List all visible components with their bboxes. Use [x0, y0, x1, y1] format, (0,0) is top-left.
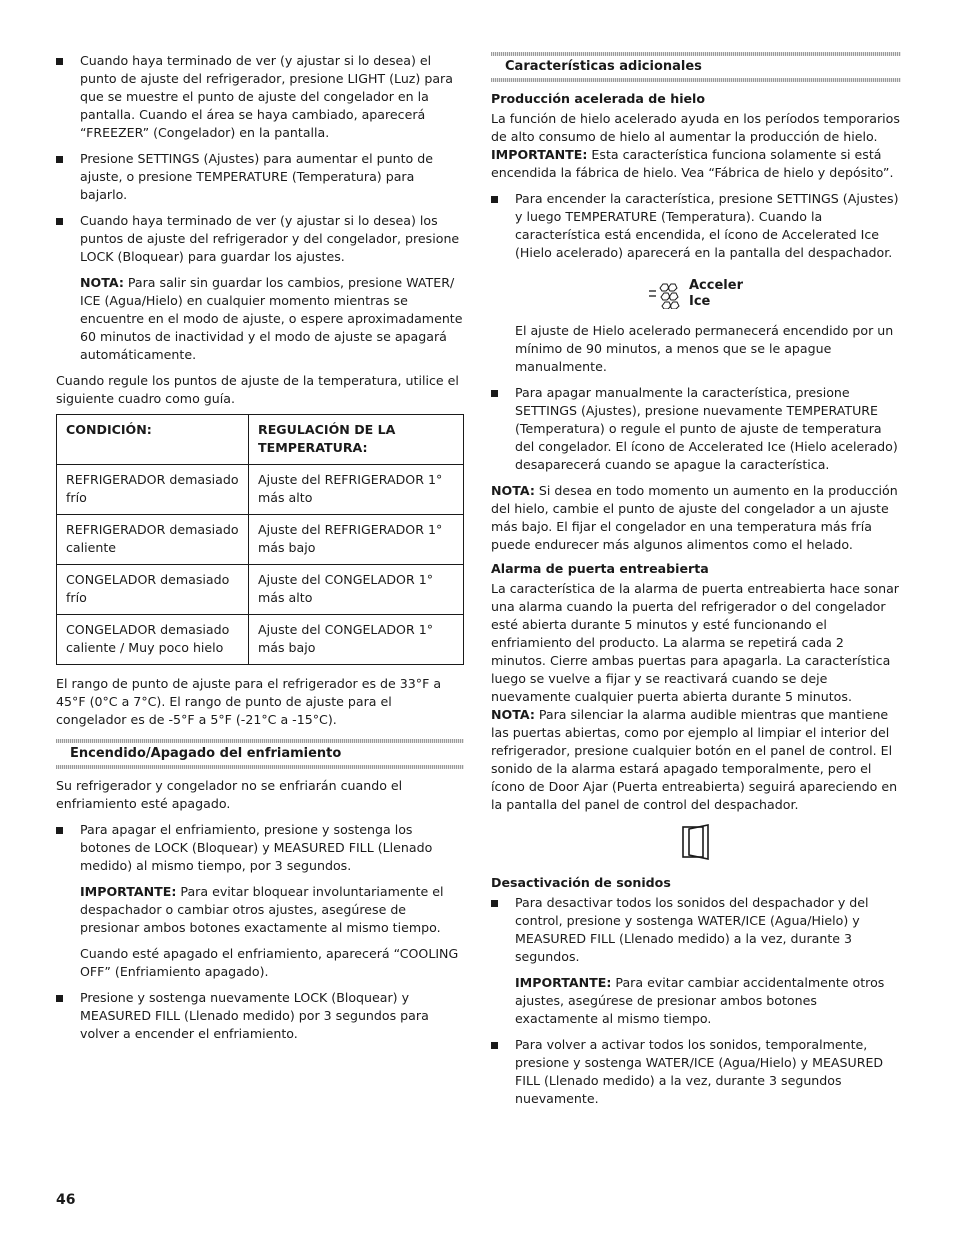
note-label: NOTA:: [80, 275, 124, 290]
note-paragraph: [56, 274, 464, 364]
subheading-accelerated-ice: Producción acelerada de hielo: [491, 91, 706, 106]
table-cell: CONGELADOR demasiado frío: [57, 565, 249, 615]
table-cell: Ajuste del REFRIGERADOR 1° más bajo: [249, 515, 464, 565]
left-column: [56, 52, 464, 1051]
door-ajar-display: [491, 818, 901, 866]
importante-paragraph: [56, 883, 464, 937]
list-item: Para volver a activar todos los sonidos, temporalmente, presione y sostenga WATER/ICE (Agua/Hielo) y MEASURED FILL (Llenado medido) a la vez, durante 3 segundos nuevamente.: [491, 1036, 901, 1108]
list-item: Presione SETTINGS (Ajustes) para aumentar el punto de ajuste, o presione TEMPERATURE (Temperatura) para bajarlo.: [56, 150, 464, 204]
subheading-sounds: Desactivación de sonidos: [491, 875, 671, 890]
table-cell: Ajuste del REFRIGERADOR 1° más alto: [249, 465, 464, 515]
temperature-guide-table: [56, 414, 464, 665]
list-item: Para encender la característica, presione SETTINGS (Ajustes) y luego TEMPERATURE (Temperatura). Cuando la característica está encendida, el ícono de Accelerated Ice (Hielo acelerado) aparecerá en la pantalla del despachador.: [491, 190, 901, 262]
section-heading-additional: Características adicionales: [491, 52, 901, 82]
note-text: Para salir sin guardar los cambios, presione WATER/ ICE (Agua/Hielo) en cualquier momento mientras se encuentre en el modo de ajuste, o espere aproximadamente 60 minutos de inactividad y el modo de ajuste se apagará automáticamente.: [80, 275, 463, 362]
importante-text: Para evitar cambiar accidentalmente otros ajustes, asegúrese de presionar ambos botones exactamente al mismo tiempo.: [515, 975, 885, 1026]
importante-text: Para evitar bloquear involuntariamente el despachador o cambiar otros ajustes, asegúrese de presionar ambos botones exactamente al mismo tiempo.: [80, 884, 444, 935]
note-text: Si desea en todo momento un aumento en la producción del hielo, cambie el punto de ajuste del congelador a un ajuste más bajo. El fijar el congelador en una temperatura más fría puede endurecer más algunos alimentos como el helado.: [491, 483, 898, 552]
note-label: NOTA:: [491, 707, 535, 722]
door-paragraph: La característica de la alarma de puerta entreabierta hace sonar una alarma cuando la puerta del refrigerador o del congelador esté abierta durante 5 minutos y esté funcionando el enfriamiento del producto. La alarma se repetirá cada 2 minutos. Cierre ambas puertas para apagarla. La característica luego se vuelve a fijar y se reactivará cuando se deje nuevamente cualquier puerta abierta durante 5 minutos.: [491, 581, 899, 704]
list-item: Cuando haya terminado de ver (y ajustar si lo desea) los puntos de ajuste del refrigerador y del congelador, presione LOCK (Bloquear) para guardar los ajustes.: [56, 212, 464, 266]
table-intro: Cuando regule los puntos de ajuste de la temperatura, utilice el siguiente cuadro como guía.: [56, 373, 459, 406]
accelerated-ice-icon: [649, 279, 683, 309]
list-item: Para desactivar todos los sonidos del despachador y del control, presione y sostenga WATER/ICE (Agua/Hielo) y MEASURED FILL (Llenado medido) a la vez, durante 3 segundos.: [491, 894, 901, 966]
note-paragraph: [491, 706, 901, 814]
note-label: NOTA:: [491, 483, 535, 498]
range-paragraph: El rango de punto de ajuste para el refrigerador es de 33°F a 45°F (0°C a 7°C). El rango de punto de ajuste para el congelador es de -5°F a 5°F (-21°C a -15°C).: [56, 676, 442, 727]
table-cell: CONGELADOR demasiado caliente / Muy poco hielo: [57, 615, 249, 665]
table-cell: Ajuste del CONGELADOR 1° más bajo: [249, 615, 464, 665]
table-row: [57, 515, 464, 565]
ice-sub-paragraph: El ajuste de Hielo acelerado permanecerá encendido por un mínimo de 90 minutos, a menos que se le apague manualmente.: [515, 323, 894, 374]
importante-label: IMPORTANTE:: [491, 147, 588, 162]
list-item: Cuando haya terminado de ver (y ajustar si lo desea) el punto de ajuste del refrigerador, presione LIGHT (Luz) para que se muestre el punto de ajuste del congelador en la pantalla. Cuando el área se haya cambiado, aparecerá “FREEZER” (Congelador) en la pantalla.: [56, 52, 464, 142]
importante-label: IMPORTANTE:: [515, 975, 612, 990]
table-cell: REFRIGERADOR demasiado frío: [57, 465, 249, 515]
table-cell: REFRIGERADOR demasiado caliente: [57, 515, 249, 565]
accelerated-ice-label: [689, 278, 743, 310]
table-header-cell: CONDICIÓN:: [57, 415, 249, 465]
door-ajar-icon: [681, 824, 711, 860]
table-header-cell: REGULACIÓN DE LA TEMPERATURA:: [249, 415, 464, 465]
subheading-door-ajar: Alarma de puerta entreabierta: [491, 561, 709, 576]
cooling-intro: Su refrigerador y congelador no se enfriarán cuando el enfriamiento esté apagado.: [56, 778, 403, 811]
list-item: Para apagar manualmente la característica, presione SETTINGS (Ajustes), presione nuevamente TEMPERATURE (Temperatura) o regule el punto de ajuste de temperatura del congelador. El ícono de Accelerated Ice (Hielo acelerado) desaparecerá cuando se apague la característica.: [491, 384, 901, 474]
cooling-off-paragraph: Cuando esté apagado el enfriamiento, aparecerá “COOLING OFF” (Enfriamiento apagado).: [80, 946, 459, 979]
table-header-row: [57, 415, 464, 465]
right-column: [491, 52, 901, 1116]
table-row: [57, 615, 464, 665]
note-paragraph: [491, 482, 901, 554]
page-number: 46: [56, 1192, 76, 1208]
table-cell: Ajuste del CONGELADOR 1° más alto: [249, 565, 464, 615]
importante-label: IMPORTANTE:: [80, 884, 177, 899]
table-row: [57, 465, 464, 515]
accelerated-ice-display: [491, 270, 901, 318]
accel-line: Acceler: [689, 278, 743, 293]
section-heading-cooling: Encendido/Apagado del enfriamiento: [56, 739, 464, 769]
importante-text: Esta característica funciona solamente si está encendida la fábrica de hielo. Vea “Fábrica de hielo y depósito”.: [491, 147, 894, 180]
importante-paragraph: [491, 146, 901, 182]
list-item: Para apagar el enfriamiento, presione y sostenga los botones de LOCK (Bloquear) y MEASURED FILL (Llenado medido) al mismo tiempo, por 3 segundos.: [56, 821, 464, 875]
importante-paragraph: [491, 974, 901, 1028]
ice-intro: La función de hielo acelerado ayuda en los períodos temporarios de alto consumo de hielo al aumentar la producción de hielo.: [491, 111, 900, 144]
list-item: Presione y sostenga nuevamente LOCK (Bloquear) y MEASURED FILL (Llenado medido) por 3 segundos para volver a encender el enfriamiento.: [56, 989, 464, 1043]
accel-line: Ice: [689, 294, 711, 309]
note-text: Para silenciar la alarma audible mientras que mantiene las puertas abiertas, como por ejemplo al limpiar el interior del refrigerador, presione cualquier botón en el panel de control. El sonido de la alarma estará apagado temporalmente, pero el ícono de Door Ajar (Puerta entreabierta) seguirá apareciendo en la pantalla del panel de control del despachador.: [491, 707, 898, 812]
table-row: [57, 565, 464, 615]
